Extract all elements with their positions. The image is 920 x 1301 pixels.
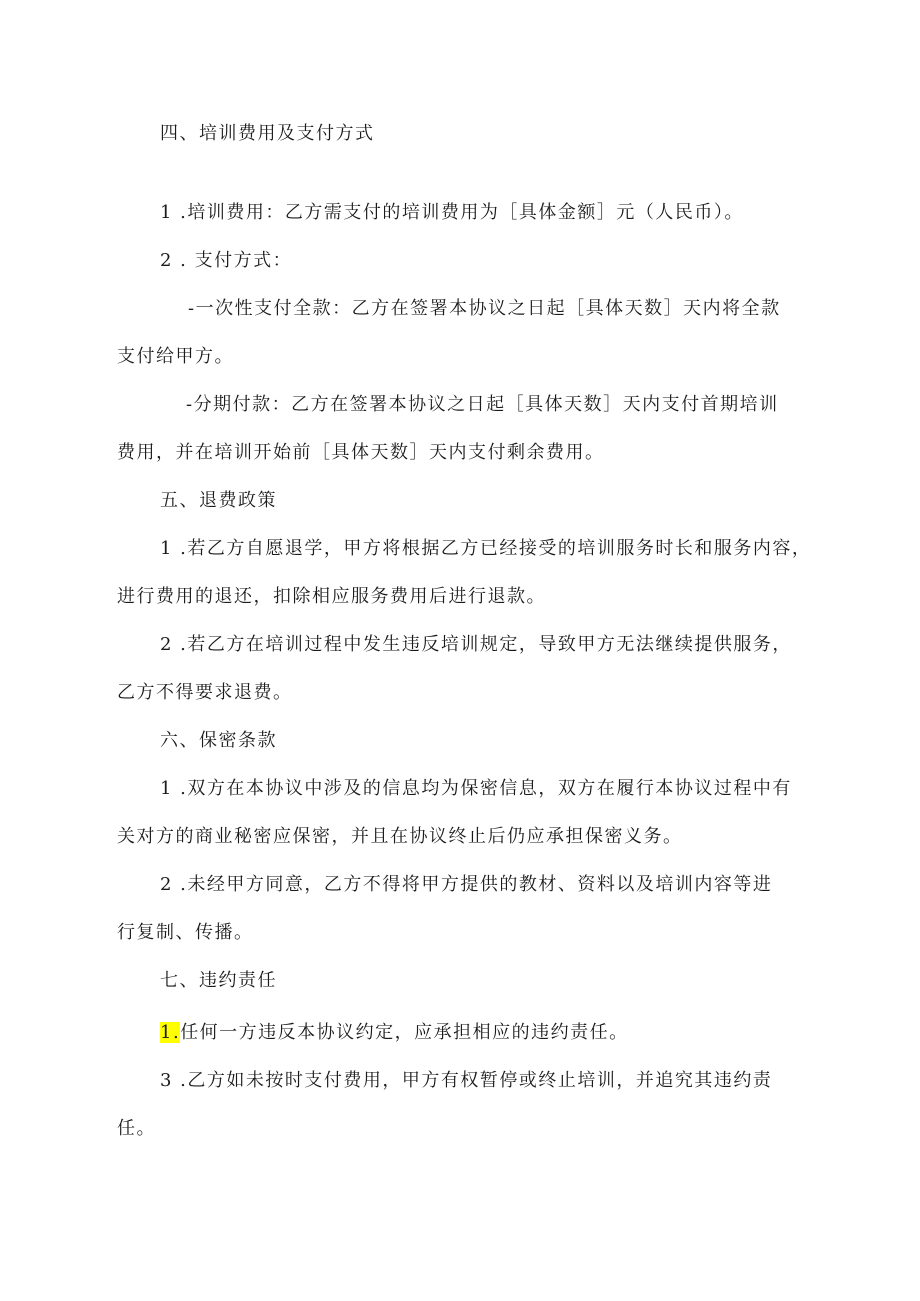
clause-refund-violation-cont: 乙方不得要求退费。: [117, 682, 293, 703]
payment-option-installments-cont: 费用，并在培训开始前［具体天数］天内支付剩余费用。: [117, 442, 605, 463]
clause-confidential-info-cont: 关对方的商业秘密应保密，并且在协议终止后仍应承担保密义务。: [117, 826, 683, 847]
payment-option-installments: -分期付款：乙方在签署本协议之日起［具体天数］天内支付首期培训: [186, 394, 779, 415]
highlighted-clause-number: 1.: [160, 1022, 181, 1043]
payment-option-lump-sum: -一次性支付全款：乙方在签署本协议之日起［具体天数］天内将全款: [188, 298, 781, 319]
clause-no-copying: 2 .未经甲方同意，乙方不得将甲方提供的教材、资料以及培训内容等进: [160, 874, 773, 895]
clause-refund-voluntary: 1 .若乙方自愿退学，甲方将根据乙方已经接受的培训服务时长和服务内容，: [160, 538, 812, 559]
clause-breach-liability-text: 任何一方违反本协议约定，应承担相应的违约责任。: [180, 1022, 629, 1043]
section-heading-confidentiality: 六、保密条款: [160, 730, 277, 751]
clause-late-payment: 3 .乙方如未按时支付费用，甲方有权暂停或终止培训，并追究其违约责: [160, 1070, 773, 1091]
clause-confidential-info: 1 .双方在本协议中涉及的信息均为保密信息，双方在履行本协议过程中有: [160, 778, 792, 799]
clause-refund-violation: 2 .若乙方在培训过程中发生违反培训规定，导致甲方无法继续提供服务，: [160, 634, 792, 655]
clause-breach-liability: [0, 1013, 920, 1053]
clause-payment-method: 2 . 支付方式：: [160, 250, 293, 271]
clause-no-copying-cont: 行复制、传播。: [117, 922, 254, 943]
clause-late-payment-cont: 任。: [117, 1118, 156, 1139]
clause-refund-voluntary-cont: 进行费用的退还，扣除相应服务费用后进行退款。: [117, 586, 546, 607]
section-heading-refund: 五、退费政策: [160, 490, 277, 511]
payment-option-lump-sum-cont: 支付给甲方。: [117, 346, 234, 367]
section-heading-liability: 七、违约责任: [160, 970, 277, 991]
clause-fee-amount: 1 .培训费用：乙方需支付的培训费用为［具体金额］元（人民币）。: [160, 202, 744, 223]
section-heading-fees: 四、培训费用及支付方式: [160, 123, 375, 144]
